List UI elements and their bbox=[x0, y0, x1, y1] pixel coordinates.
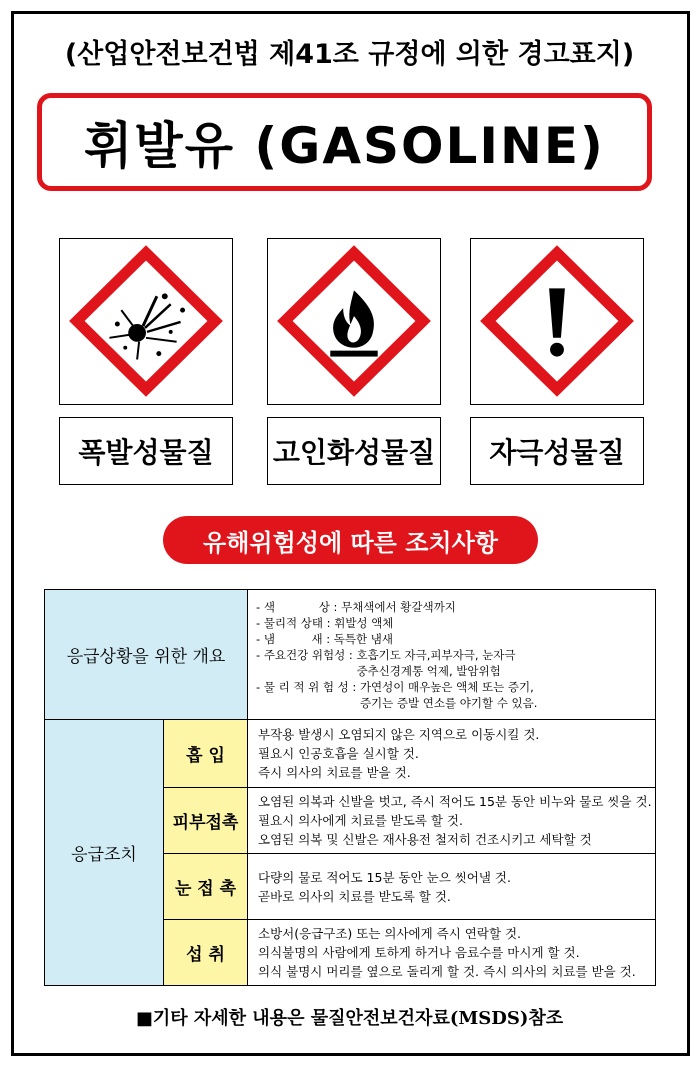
overview-line: - 색 상 : 무채색에서 황갈색까지 bbox=[256, 599, 456, 614]
first-aid-row-inhalation bbox=[45, 720, 656, 788]
pictogram-label-flammable: 고인화성물질 bbox=[267, 417, 441, 485]
eye-contact-actions: 다량의 물로 적어도 15분 동안 눈으 씻어낼 것. 곧바로 의사의 치료를 받도록 할 것. bbox=[248, 854, 656, 920]
exploding-bomb-icon bbox=[60, 239, 232, 404]
overview-line: - 물리적 상태 : 휘발성 액체 bbox=[256, 615, 394, 630]
overview-line: - 물 리 적 위 험 성 : 가연성이 매우높은 액체 또는 증기, 증기는 증발 연소를 야기할 수 있음. bbox=[256, 679, 538, 710]
ingestion-actions: 소방서(응급구조) 또는 의사에게 즉시 연락할 것. 의식불명의 사람에게 토하게 하거나 음료수를 마시게 할 것. 의식 불명시 머리를 옆으로 돌리게 할 것. 즉시 의사의 치료를 받을 것. bbox=[248, 920, 656, 986]
section-header: 유해위험성에 따른 조치사항 bbox=[163, 516, 538, 564]
irritant-pictogram bbox=[470, 238, 644, 405]
route-inhalation: 흡 입 bbox=[164, 720, 248, 788]
pictogram-label-explosive: 폭발성물질 bbox=[59, 417, 233, 485]
inhalation-actions: 부작용 발생시 오염되지 않은 지역으로 이동시킬 것. 필요시 인공호흡을 실시할 것. 즉시 의사의 치료를 받을 것. bbox=[248, 720, 656, 788]
route-skin-contact: 피부접촉 bbox=[164, 788, 248, 854]
explosive-pictogram bbox=[59, 238, 233, 405]
exclamation-mark-icon bbox=[471, 239, 643, 404]
route-ingestion: 섭 취 bbox=[164, 920, 248, 986]
overview-line: - 냄 새 : 독특한 냄새 bbox=[256, 631, 393, 646]
route-eye-contact: 눈 접 촉 bbox=[164, 854, 248, 920]
overview-row bbox=[45, 590, 656, 720]
law-reference: (산업안전보건법 제41조 규정에 의한 경고표지) bbox=[64, 39, 635, 70]
title-box bbox=[37, 93, 652, 191]
first-aid-header: 응급조치 bbox=[45, 720, 164, 986]
product-title: 휘발유 (GASOLINE) bbox=[84, 117, 605, 175]
hazard-info-table bbox=[44, 589, 656, 986]
skin-contact-actions: 오염된 의복과 신발을 벗고, 즉시 적어도 15분 동안 비누와 물로 씻을 것. 필요시 의사에게 치료를 받도록 할 것. 오염된 의복 및 신발은 재사용전 철저히 건조시키고 세탁할 것 bbox=[248, 788, 656, 854]
overview-line: - 주요건강 위험성 : 호흡기도 자극,피부자극, 눈자극 중추신경계통 억제, 발암위험 bbox=[256, 647, 516, 678]
flame-icon bbox=[268, 239, 440, 404]
flammable-pictogram bbox=[267, 238, 441, 405]
pictogram-label-irritant: 자극성물질 bbox=[470, 417, 644, 485]
overview-details bbox=[248, 590, 656, 720]
footer-note: ■기타 자세한 내용은 물질안전보건자료(MSDS)참조 bbox=[135, 1008, 564, 1029]
overview-header: 응급상황을 위한 개요 bbox=[45, 590, 248, 720]
